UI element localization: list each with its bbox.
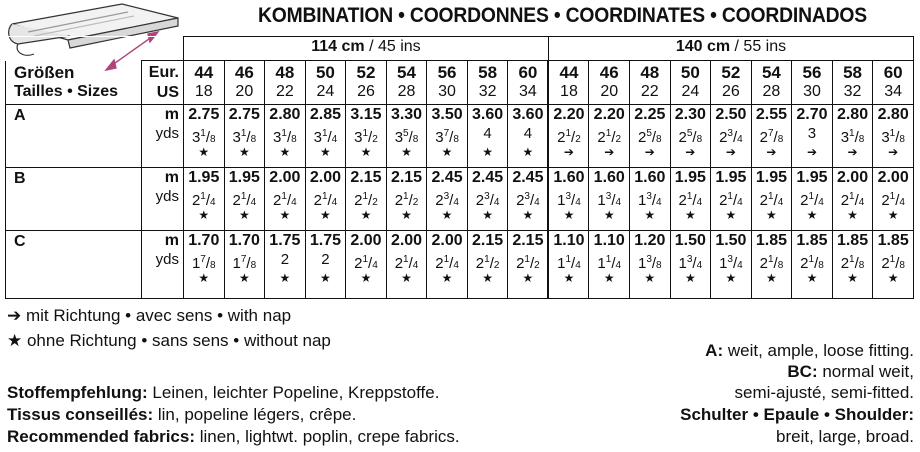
yardage-cell xyxy=(873,168,914,231)
yards-value: $2^1/4$ xyxy=(881,191,905,209)
yards-value: $3^7/8$ xyxy=(435,128,459,146)
without-nap-star-icon: ★ xyxy=(482,271,493,285)
legend-with-nap: ➔ mit Richtung • avec sens • with nap xyxy=(7,306,292,325)
yardage-cell xyxy=(630,105,671,168)
yardage-cell xyxy=(589,168,630,231)
meters-value: 2.75 xyxy=(228,106,260,123)
yards-value: $2^1/2$ xyxy=(394,191,419,209)
yards-value: $1^3/4$ xyxy=(597,191,622,209)
view-label-b: B xyxy=(6,168,142,231)
yardage-cell xyxy=(548,231,589,299)
meters-value: 3.60 xyxy=(512,106,544,123)
yards-value: $3^1/4$ xyxy=(313,128,338,146)
yardage-cell xyxy=(346,105,387,168)
meters-value: 1.50 xyxy=(674,232,706,249)
with-nap-arrow-icon: ➔ xyxy=(604,145,615,159)
meters-value: 2.45 xyxy=(431,169,463,186)
yardage-cell xyxy=(427,231,468,299)
yards-value: $1^3/4$ xyxy=(557,191,581,209)
without-nap-star-icon: ★ xyxy=(360,145,372,159)
yards-value: $2^1/4$ xyxy=(354,254,378,272)
size-column-header xyxy=(630,61,671,105)
meters-value: 1.60 xyxy=(593,169,625,186)
without-nap-star-icon: ★ xyxy=(320,208,331,222)
yardage-cell xyxy=(224,231,265,299)
yardage-cell xyxy=(670,231,711,299)
width-header-140: 140 cm / 55 ins xyxy=(548,37,913,61)
shoulder-label: Schulter • Epaule • Shoulder: xyxy=(680,405,914,424)
eur-size: 56 xyxy=(802,63,822,82)
meters-value: 2.80 xyxy=(269,106,301,123)
without-nap-star-icon: ★ xyxy=(482,208,493,222)
meters-value: 1.60 xyxy=(634,169,666,186)
yardage-cell xyxy=(630,168,671,231)
eur-size: 60 xyxy=(518,63,538,82)
without-nap-star-icon: ★ xyxy=(279,271,291,285)
meters-value: 1.95 xyxy=(755,169,787,186)
without-nap-star-icon: ★ xyxy=(887,208,899,222)
size-column-header xyxy=(386,61,427,105)
meters-value: 2.00 xyxy=(309,169,341,186)
meters-value: 2.45 xyxy=(472,169,504,186)
unit-cell: m yds xyxy=(142,231,184,299)
yards-value: $2^1/4$ xyxy=(232,191,257,209)
yardage-cell xyxy=(305,105,346,168)
meters-value: 2.00 xyxy=(877,169,909,186)
with-nap-arrow-icon: ➔ xyxy=(806,145,817,159)
size-column-header xyxy=(224,61,265,105)
yards-value: $2^1/4$ xyxy=(719,191,743,209)
meters-value: 2.80 xyxy=(836,106,869,123)
without-nap-star-icon: ★ xyxy=(401,145,412,159)
meters-value: 1.95 xyxy=(228,169,260,186)
yards-value: $2^1/4$ xyxy=(800,191,824,209)
yards-value: $2^5/8$ xyxy=(637,128,662,146)
eur-size: 56 xyxy=(437,63,457,82)
yards-value: $2^1/2$ xyxy=(597,128,622,146)
without-nap-star-icon: ★ xyxy=(887,271,899,285)
meters-value: 2.00 xyxy=(390,232,423,249)
without-nap-star-icon: ★ xyxy=(603,271,615,285)
yards-value: $1^3/4$ xyxy=(637,191,662,209)
meters-value: 3.15 xyxy=(350,106,382,123)
without-nap-star-icon: ★ xyxy=(684,271,696,285)
size-column-header xyxy=(467,61,508,105)
meters-value: 3.50 xyxy=(431,106,463,123)
meters-value: 2.30 xyxy=(674,106,706,123)
eur-size: 46 xyxy=(599,63,619,82)
yards-value: $1^3/8$ xyxy=(637,254,662,272)
yardage-cell xyxy=(548,168,589,231)
yardage-cell xyxy=(265,168,306,231)
yards-value: 2 xyxy=(321,251,330,268)
meters-value: 1.75 xyxy=(309,232,341,249)
meters-value: 2.80 xyxy=(877,106,909,123)
yards-value: $3^1/8$ xyxy=(881,128,905,146)
without-nap-star-icon: ★ xyxy=(482,145,493,159)
with-nap-arrow-icon: ➔ xyxy=(766,145,777,159)
with-nap-arrow-icon: ➔ xyxy=(725,145,736,159)
yards-value: $3^1/8$ xyxy=(232,128,257,146)
yardage-cell xyxy=(184,231,225,299)
without-nap-star-icon: ★ xyxy=(198,145,210,159)
without-nap-star-icon: ★ xyxy=(563,271,575,285)
without-nap-star-icon: ★ xyxy=(198,271,210,285)
yards-value: $2^1/2$ xyxy=(475,254,500,272)
yards-value: $2^3/4$ xyxy=(516,191,540,209)
with-nap-arrow-icon: ➔ xyxy=(644,145,655,159)
fit-a: A: weit, ample, loose fitting. xyxy=(705,341,914,360)
yards-value: 2 xyxy=(280,251,290,268)
without-nap-star-icon: ★ xyxy=(603,208,615,222)
without-nap-star-icon: ★ xyxy=(320,145,331,159)
size-column-header xyxy=(792,61,833,105)
meters-value: 2.25 xyxy=(634,106,666,123)
meters-value: 2.20 xyxy=(553,106,585,123)
without-nap-star-icon: ★ xyxy=(441,145,453,159)
yardage-cell xyxy=(792,168,833,231)
meters-value: 1.85 xyxy=(877,232,909,249)
without-nap-star-icon: ★ xyxy=(401,208,412,222)
eur-size: 58 xyxy=(843,63,862,82)
yards-value: $2^1/2$ xyxy=(354,191,378,209)
meters-value: 3.60 xyxy=(472,106,504,123)
yards-value: $1^3/4$ xyxy=(678,254,703,272)
us-size: 26 xyxy=(721,83,740,100)
size-column-header xyxy=(589,61,630,105)
yardage-cell xyxy=(427,105,468,168)
without-nap-star-icon: ★ xyxy=(522,208,534,222)
yardage-cell xyxy=(832,168,873,231)
without-nap-star-icon: ★ xyxy=(563,208,575,222)
yards-value: $2^5/8$ xyxy=(678,128,703,146)
yardage-table xyxy=(5,36,914,299)
meters-value: 1.95 xyxy=(674,169,706,186)
yards-value: $1^7/8$ xyxy=(232,254,257,272)
size-column-header xyxy=(427,61,468,105)
without-nap-star-icon: ★ xyxy=(279,145,291,159)
without-nap-star-icon: ★ xyxy=(847,208,858,222)
yardage-cell xyxy=(508,231,549,299)
yards-value: $1^1/4$ xyxy=(597,254,622,272)
yardage-cell xyxy=(873,231,914,299)
with-nap-arrow-icon: ➔ xyxy=(563,145,574,159)
eur-size: 48 xyxy=(640,63,660,82)
without-nap-star-icon: ★ xyxy=(684,208,696,222)
yards-value: $3^5/8$ xyxy=(394,128,419,146)
without-nap-star-icon: ★ xyxy=(238,145,250,159)
meters-value: 1.60 xyxy=(553,169,585,186)
eur-size: 58 xyxy=(478,63,498,82)
meters-value: 1.70 xyxy=(188,232,220,249)
meters-value: 2.50 xyxy=(715,106,747,123)
eur-size: 50 xyxy=(680,63,700,82)
meters-value: 2.15 xyxy=(350,169,382,186)
without-nap-star-icon: ★ xyxy=(360,208,372,222)
yardage-cell xyxy=(670,168,711,231)
us-size: 26 xyxy=(357,83,375,100)
without-nap-star-icon: ★ xyxy=(441,208,453,222)
eur-size: 60 xyxy=(883,63,903,82)
unit-cell: m yds xyxy=(142,105,184,168)
yards-value: $1^1/4$ xyxy=(557,254,581,272)
meters-value: 2.00 xyxy=(350,232,382,249)
yardage-cell xyxy=(184,168,225,231)
fabric-recommendation-de: Stoffempfehlung: Leinen, leichter Popeline, Kreppstoffe. xyxy=(7,383,440,402)
meters-value: 1.85 xyxy=(836,232,869,249)
size-column-header xyxy=(751,61,792,105)
eur-size: 50 xyxy=(315,63,335,82)
yardage-cell xyxy=(224,168,265,231)
eur-size: 46 xyxy=(234,63,254,82)
us-size: 34 xyxy=(884,83,903,100)
meters-value: 1.75 xyxy=(269,232,301,249)
yardage-cell xyxy=(751,231,792,299)
without-nap-star-icon: ★ xyxy=(441,271,453,285)
corner-empty xyxy=(6,37,184,61)
eur-size: 54 xyxy=(761,63,781,82)
yardage-cell xyxy=(711,231,752,299)
without-nap-star-icon: ★ xyxy=(279,208,291,222)
size-column-header xyxy=(670,61,711,105)
eur-size: 52 xyxy=(356,63,376,82)
without-nap-star-icon: ★ xyxy=(522,271,534,285)
us-size: 30 xyxy=(438,83,456,100)
yardage-cell xyxy=(305,168,346,231)
fabric-recommendation-en: Recommended fabrics: linen, lightwt. poplin, crepe fabrics. xyxy=(7,427,460,446)
meters-value: 2.20 xyxy=(593,106,625,123)
meters-value: 1.85 xyxy=(796,232,828,249)
without-nap-star-icon: ★ xyxy=(806,271,818,285)
eur-size: 44 xyxy=(559,63,579,82)
without-nap-star-icon: ★ xyxy=(766,208,777,222)
yards-value: $3^1/8$ xyxy=(840,128,865,146)
yardage-cell xyxy=(184,105,225,168)
yards-value: 4 xyxy=(523,125,533,142)
yardage-cell xyxy=(832,105,873,168)
yards-value: $2^1/8$ xyxy=(840,254,865,272)
yardage-cell xyxy=(265,105,306,168)
width-header-114: 114 cm / 45 ins xyxy=(184,37,549,61)
with-nap-arrow-icon: ➔ xyxy=(888,145,899,159)
view-label-a: A xyxy=(6,105,142,168)
us-size: 20 xyxy=(600,83,619,100)
yards-value: $2^3/4$ xyxy=(435,191,459,209)
without-nap-star-icon: ★ xyxy=(238,271,250,285)
meters-value: 2.85 xyxy=(309,106,341,123)
yards-value: $2^1/8$ xyxy=(800,254,824,272)
us-size: 32 xyxy=(843,83,862,100)
yardage-cell xyxy=(589,231,630,299)
meters-value: 1.95 xyxy=(715,169,747,186)
us-size: 24 xyxy=(681,83,700,100)
without-nap-star-icon: ★ xyxy=(320,271,331,285)
us-size: 20 xyxy=(235,83,254,100)
yards-value: $2^1/4$ xyxy=(435,254,459,272)
fit-bc: BC: normal weit, xyxy=(787,362,914,381)
yardage-cell xyxy=(346,168,387,231)
yardage-cell xyxy=(792,231,833,299)
yardage-cell xyxy=(508,105,549,168)
legend-without-nap: ★ ohne Richtung • sans sens • without nap xyxy=(7,331,331,350)
meters-value: 2.55 xyxy=(755,106,787,123)
meters-value: 2.70 xyxy=(796,106,828,123)
us-size: 28 xyxy=(397,83,416,100)
us-size: 18 xyxy=(560,83,578,100)
yardage-cell xyxy=(467,168,508,231)
yardage-cell xyxy=(467,105,508,168)
eur-size: 52 xyxy=(721,63,741,82)
meters-value: 2.00 xyxy=(431,232,463,249)
yards-value: 3 xyxy=(807,125,817,142)
yards-value: $2^1/4$ xyxy=(191,191,216,209)
size-column-header xyxy=(265,61,306,105)
yards-value: $3^1/2$ xyxy=(354,128,378,146)
yards-value: $2^3/4$ xyxy=(475,191,500,209)
yardage-cell xyxy=(508,168,549,231)
view-label-c: C xyxy=(6,231,142,299)
meters-value: 1.70 xyxy=(228,232,260,249)
without-nap-star-icon: ★ xyxy=(644,208,656,222)
meters-value: 1.85 xyxy=(755,232,787,249)
without-nap-star-icon: ★ xyxy=(238,208,250,222)
yardage-cell xyxy=(711,105,752,168)
meters-value: 1.95 xyxy=(796,169,828,186)
us-size: 28 xyxy=(762,83,781,100)
meters-value: 1.10 xyxy=(593,232,625,249)
without-nap-star-icon: ★ xyxy=(401,271,412,285)
meters-value: 1.50 xyxy=(715,232,747,249)
yards-value: $2^1/4$ xyxy=(678,191,703,209)
yardage-cell xyxy=(832,231,873,299)
eur-size: 54 xyxy=(397,63,416,82)
meters-value: 1.10 xyxy=(553,232,585,249)
without-nap-star-icon: ★ xyxy=(847,271,858,285)
size-column-header xyxy=(184,61,225,105)
us-size: 34 xyxy=(519,83,537,100)
yardage-cell xyxy=(630,231,671,299)
meters-value: 2.00 xyxy=(836,169,869,186)
without-nap-star-icon: ★ xyxy=(360,271,372,285)
without-nap-star-icon: ★ xyxy=(522,145,534,159)
size-system-label: Eur. US xyxy=(142,61,184,105)
yardage-cell xyxy=(792,105,833,168)
yardage-cell xyxy=(386,231,427,299)
yards-value: $2^1/4$ xyxy=(394,254,419,272)
yards-value: 4 xyxy=(483,125,492,142)
yardage-cell xyxy=(346,231,387,299)
size-column-header xyxy=(832,61,873,105)
yardage-cell xyxy=(751,105,792,168)
meters-value: 2.15 xyxy=(512,232,544,249)
yards-value: $2^1/2$ xyxy=(516,254,540,272)
meters-value: 1.20 xyxy=(634,232,666,249)
us-size: 22 xyxy=(275,83,294,100)
without-nap-star-icon: ★ xyxy=(725,208,737,222)
unit-cell: m yds xyxy=(142,168,184,231)
us-size: 24 xyxy=(316,83,335,100)
fit-bc-2: semi-ajusté, semi-fitted. xyxy=(734,383,914,402)
yards-value: $2^1/4$ xyxy=(313,191,338,209)
meters-value: 2.15 xyxy=(390,169,423,186)
fabric-recommendation-fr: Tissus conseillés: lin, popeline légers, crêpe. xyxy=(7,405,357,424)
yardage-cell xyxy=(873,105,914,168)
size-column-header xyxy=(508,61,549,105)
meters-value: 3.30 xyxy=(390,106,423,123)
eur-size: 44 xyxy=(194,63,214,82)
yardage-cell xyxy=(265,231,306,299)
yards-value: $2^1/4$ xyxy=(840,191,865,209)
with-nap-arrow-icon: ➔ xyxy=(847,145,858,159)
yards-value: $3^1/8$ xyxy=(191,128,216,146)
yardage-cell xyxy=(467,231,508,299)
yards-value: $2^1/8$ xyxy=(881,254,905,272)
size-column-header xyxy=(711,61,752,105)
eur-size: 48 xyxy=(275,63,295,82)
shoulder-text: breit, large, broad. xyxy=(776,427,914,446)
us-size: 32 xyxy=(478,83,497,100)
yards-value: $2^1/4$ xyxy=(273,191,297,209)
us-size: 22 xyxy=(640,83,659,100)
yards-value: $2^3/4$ xyxy=(719,128,743,146)
yardage-cell xyxy=(670,105,711,168)
size-column-header xyxy=(873,61,914,105)
yardage-cell xyxy=(224,105,265,168)
size-label: Größen Tailles • Sizes xyxy=(6,61,142,105)
yards-value: $1^7/8$ xyxy=(191,254,216,272)
yards-value: $1^3/4$ xyxy=(719,254,743,272)
meters-value: 1.95 xyxy=(188,169,220,186)
yardage-cell xyxy=(427,168,468,231)
yardage-cell xyxy=(548,105,589,168)
yardage-cell xyxy=(711,168,752,231)
without-nap-star-icon: ★ xyxy=(766,271,777,285)
us-size: 18 xyxy=(194,83,213,100)
size-column-header xyxy=(346,61,387,105)
meters-value: 2.15 xyxy=(472,232,504,249)
without-nap-star-icon: ★ xyxy=(725,271,737,285)
yardage-cell xyxy=(751,168,792,231)
size-column-header xyxy=(548,61,589,105)
yards-value: $2^1/8$ xyxy=(759,254,784,272)
size-column-header xyxy=(305,61,346,105)
without-nap-star-icon: ★ xyxy=(644,271,656,285)
page-title: KOMBINATION • COORDONNES • COORDINATES • COORDINADOS xyxy=(258,4,867,27)
without-nap-star-icon: ★ xyxy=(198,208,210,222)
meters-value: 2.00 xyxy=(269,169,301,186)
yardage-cell xyxy=(305,231,346,299)
yards-value: $2^1/4$ xyxy=(759,191,784,209)
yardage-cell xyxy=(386,168,427,231)
meters-value: 2.75 xyxy=(188,106,220,123)
us-size: 30 xyxy=(803,83,821,100)
yardage-cell xyxy=(589,105,630,168)
with-nap-arrow-icon: ➔ xyxy=(685,145,696,159)
yardage-cell xyxy=(386,105,427,168)
meters-value: 2.45 xyxy=(512,169,544,186)
yards-value: $2^1/2$ xyxy=(557,128,581,146)
yards-value: $2^7/8$ xyxy=(759,128,784,146)
without-nap-star-icon: ★ xyxy=(806,208,818,222)
yards-value: $3^1/8$ xyxy=(273,128,297,146)
